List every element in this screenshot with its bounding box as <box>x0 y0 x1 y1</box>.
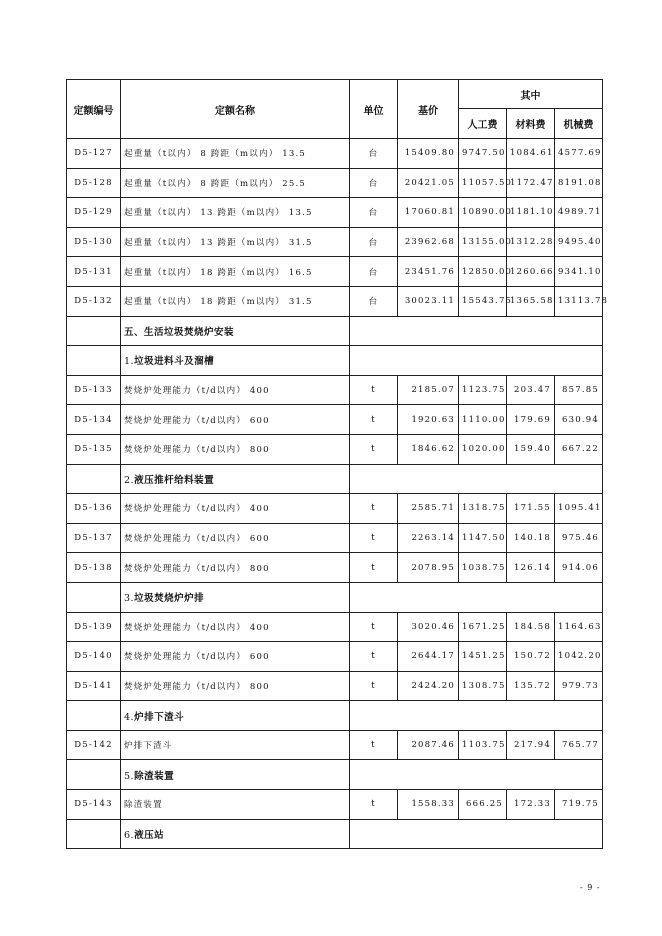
unit-cell: t <box>350 523 398 553</box>
section-code-cell <box>67 346 121 376</box>
code-cell: D5-127 <box>67 139 121 169</box>
labor-cell: 1451.25 <box>459 642 507 672</box>
labor-cell: 11057.50 <box>459 168 507 198</box>
material-cell: 172.33 <box>507 790 555 820</box>
section-code-cell <box>67 464 121 494</box>
labor-cell: 13155.00 <box>459 227 507 257</box>
header-labor: 人工费 <box>459 109 507 139</box>
header-base-price: 基价 <box>398 80 459 139</box>
unit-cell: 台 <box>350 257 398 287</box>
name-cell: 炉排下渣斗 <box>121 730 350 760</box>
name-cell: 起重量（t以内） 8 跨距（m以内） 13.5 <box>121 139 350 169</box>
table-row <box>67 168 603 198</box>
name-cell: 焚烧炉处理能力（t/d以内） 600 <box>121 523 350 553</box>
machine-cell: 1164.63 <box>555 612 603 642</box>
labor-cell: 1147.50 <box>459 523 507 553</box>
base-price-cell: 2263.14 <box>398 523 459 553</box>
table-row <box>67 227 603 257</box>
table-row <box>67 375 603 405</box>
section-code-cell <box>67 819 121 849</box>
unit-cell: t <box>350 375 398 405</box>
table-row <box>67 139 603 169</box>
code-cell: D5-138 <box>67 553 121 583</box>
table-row <box>67 790 603 820</box>
name-cell: 焚烧炉处理能力（t/d以内） 400 <box>121 494 350 524</box>
material-cell: 1084.61 <box>507 139 555 169</box>
base-price-cell: 2185.07 <box>398 375 459 405</box>
material-cell: 1312.28 <box>507 227 555 257</box>
unit-cell: t <box>350 642 398 672</box>
table-body <box>67 139 609 849</box>
section-code-cell <box>67 582 121 612</box>
section-title-cell <box>121 819 350 849</box>
table-row <box>67 198 603 228</box>
table-row <box>67 257 603 287</box>
page-number: - 9 - <box>580 883 601 892</box>
machine-cell: 4989.71 <box>555 198 603 228</box>
machine-cell: 8191.08 <box>555 168 603 198</box>
labor-cell: 10890.00 <box>459 198 507 228</box>
base-price-cell: 2424.20 <box>398 671 459 701</box>
base-price-cell: 2087.46 <box>398 730 459 760</box>
section-empty-cell <box>350 760 603 790</box>
material-cell: 171.55 <box>507 494 555 524</box>
section-row <box>67 760 603 790</box>
section-title: 液压推杆给料装置 <box>134 474 215 486</box>
material-cell: 159.40 <box>507 434 555 464</box>
section-title-cell <box>121 346 350 376</box>
table-row <box>67 671 603 701</box>
unit-cell: t <box>350 405 398 435</box>
section-title: 垃圾焚烧炉炉排 <box>134 593 205 605</box>
section-title-cell <box>121 464 350 494</box>
base-price-cell: 3020.46 <box>398 612 459 642</box>
section-code-cell <box>67 760 121 790</box>
name-cell: 焚烧炉处理能力（t/d以内） 600 <box>121 405 350 435</box>
labor-cell: 12850.00 <box>459 257 507 287</box>
quota-table <box>66 79 609 849</box>
material-cell: 150.72 <box>507 642 555 672</box>
machine-cell: 719.75 <box>555 790 603 820</box>
labor-cell: 1110.00 <box>459 405 507 435</box>
machine-cell: 975.46 <box>555 523 603 553</box>
base-price-cell: 20421.05 <box>398 168 459 198</box>
unit-cell: t <box>350 553 398 583</box>
section-row <box>67 346 603 376</box>
labor-cell: 1123.75 <box>459 375 507 405</box>
section-number: 4. <box>124 711 135 723</box>
header-name: 定额名称 <box>121 80 350 139</box>
table-row <box>67 523 603 553</box>
section-empty-cell <box>350 701 603 731</box>
table-row <box>67 612 603 642</box>
name-cell: 起重量（t以内） 13 跨距（m以内） 31.5 <box>121 227 350 257</box>
section-title-cell <box>121 582 350 612</box>
section-row <box>67 316 603 346</box>
machine-cell: 9341.10 <box>555 257 603 287</box>
name-cell: 起重量（t以内） 8 跨距（m以内） 25.5 <box>121 168 350 198</box>
name-cell: 起重量（t以内） 18 跨距（m以内） 16.5 <box>121 257 350 287</box>
code-cell: D5-134 <box>67 405 121 435</box>
labor-cell: 1318.75 <box>459 494 507 524</box>
labor-cell: 1020.00 <box>459 434 507 464</box>
base-price-cell: 30023.11 <box>398 286 459 316</box>
table-row <box>67 642 603 672</box>
section-number: 2. <box>124 474 135 486</box>
name-cell: 起重量（t以内） 13 跨距（m以内） 13.5 <box>121 198 350 228</box>
section-code-cell <box>67 316 121 346</box>
name-cell: 焚烧炉处理能力（t/d以内） 800 <box>121 553 350 583</box>
section-row <box>67 701 603 731</box>
material-cell: 184.58 <box>507 612 555 642</box>
labor-cell: 15543.75 <box>459 286 507 316</box>
code-cell: D5-141 <box>67 671 121 701</box>
unit-cell: t <box>350 671 398 701</box>
section-number: 3. <box>124 593 135 605</box>
unit-cell: 台 <box>350 198 398 228</box>
base-price-cell: 2585.71 <box>398 494 459 524</box>
section-title: 除渣装置 <box>134 770 175 782</box>
code-cell: D5-142 <box>67 730 121 760</box>
section-empty-cell <box>350 819 603 849</box>
section-row <box>67 819 603 849</box>
base-price-cell: 2644.17 <box>398 642 459 672</box>
unit-cell: t <box>350 612 398 642</box>
section-code-cell <box>67 701 121 731</box>
material-cell: 1365.58 <box>507 286 555 316</box>
machine-cell: 765.77 <box>555 730 603 760</box>
code-cell: D5-137 <box>67 523 121 553</box>
code-cell: D5-129 <box>67 198 121 228</box>
code-cell: D5-140 <box>67 642 121 672</box>
base-price-cell: 15409.80 <box>398 139 459 169</box>
machine-cell: 1042.20 <box>555 642 603 672</box>
code-cell: D5-130 <box>67 227 121 257</box>
section-row <box>67 464 603 494</box>
material-cell: 1172.47 <box>507 168 555 198</box>
machine-cell: 13113.78 <box>555 286 603 316</box>
section-number: 6. <box>124 829 135 841</box>
base-price-cell: 17060.81 <box>398 198 459 228</box>
labor-cell: 666.25 <box>459 790 507 820</box>
code-cell: D5-136 <box>67 494 121 524</box>
machine-cell: 857.85 <box>555 375 603 405</box>
unit-cell: t <box>350 434 398 464</box>
name-cell: 焚烧炉处理能力（t/d以内） 800 <box>121 671 350 701</box>
section-row <box>67 582 603 612</box>
unit-cell: t <box>350 790 398 820</box>
base-price-cell: 1846.62 <box>398 434 459 464</box>
material-cell: 135.72 <box>507 671 555 701</box>
name-cell: 焚烧炉处理能力（t/d以内） 800 <box>121 434 350 464</box>
section-empty-cell <box>350 316 603 346</box>
machine-cell: 630.94 <box>555 405 603 435</box>
header-code: 定额编号 <box>67 80 121 139</box>
labor-cell: 1308.75 <box>459 671 507 701</box>
unit-cell: 台 <box>350 139 398 169</box>
machine-cell: 9495.40 <box>555 227 603 257</box>
header-material: 材料费 <box>507 109 555 139</box>
code-cell: D5-143 <box>67 790 121 820</box>
name-cell: 焚烧炉处理能力（t/d以内） 400 <box>121 375 350 405</box>
table-row <box>67 494 603 524</box>
material-cell: 1260.66 <box>507 257 555 287</box>
machine-cell: 667.22 <box>555 434 603 464</box>
section-title-cell <box>121 316 350 346</box>
material-cell: 1181.10 <box>507 198 555 228</box>
table-row <box>67 434 603 464</box>
material-cell: 179.69 <box>507 405 555 435</box>
table-row <box>67 553 603 583</box>
machine-cell: 979.73 <box>555 671 603 701</box>
base-price-cell: 2078.95 <box>398 553 459 583</box>
code-cell: D5-135 <box>67 434 121 464</box>
material-cell: 217.94 <box>507 730 555 760</box>
unit-cell: t <box>350 494 398 524</box>
unit-cell: 台 <box>350 286 398 316</box>
unit-cell: t <box>350 730 398 760</box>
table-row <box>67 730 603 760</box>
section-title: 炉排下渣斗 <box>134 711 185 723</box>
name-cell: 焚烧炉处理能力（t/d以内） 400 <box>121 612 350 642</box>
code-cell: D5-128 <box>67 168 121 198</box>
labor-cell: 9747.50 <box>459 139 507 169</box>
section-empty-cell <box>350 582 603 612</box>
machine-cell: 1095.41 <box>555 494 603 524</box>
code-cell: D5-131 <box>67 257 121 287</box>
name-cell: 除渣装置 <box>121 790 350 820</box>
name-cell: 焚烧炉处理能力（t/d以内） 600 <box>121 642 350 672</box>
section-title: 垃圾进料斗及溜槽 <box>134 356 215 368</box>
material-cell: 140.18 <box>507 523 555 553</box>
section-number: 1. <box>124 356 135 368</box>
section-title-cell <box>121 760 350 790</box>
table-row <box>67 286 603 316</box>
section-empty-cell <box>350 464 603 494</box>
header-of-which: 其中 <box>459 80 603 109</box>
section-empty-cell <box>350 346 603 376</box>
labor-cell: 1038.75 <box>459 553 507 583</box>
labor-cell: 1103.75 <box>459 730 507 760</box>
section-title-cell <box>121 701 350 731</box>
header-unit: 单位 <box>350 80 398 139</box>
base-price-cell: 23962.68 <box>398 227 459 257</box>
machine-cell: 4577.69 <box>555 139 603 169</box>
base-price-cell: 23451.76 <box>398 257 459 287</box>
labor-cell: 1671.25 <box>459 612 507 642</box>
code-cell: D5-133 <box>67 375 121 405</box>
header-machine: 机械费 <box>555 109 603 139</box>
unit-cell: 台 <box>350 227 398 257</box>
section-title: 液压站 <box>134 829 165 841</box>
material-cell: 203.47 <box>507 375 555 405</box>
base-price-cell: 1920.63 <box>398 405 459 435</box>
unit-cell: 台 <box>350 168 398 198</box>
section-title: 五、生活垃圾焚烧炉安装 <box>124 326 235 338</box>
code-cell: D5-139 <box>67 612 121 642</box>
material-cell: 126.14 <box>507 553 555 583</box>
table-row <box>67 405 603 435</box>
name-cell: 起重量（t以内） 18 跨距（m以内） 31.5 <box>121 286 350 316</box>
machine-cell: 914.06 <box>555 553 603 583</box>
section-number: 5. <box>124 770 135 782</box>
base-price-cell: 1558.33 <box>398 790 459 820</box>
code-cell: D5-132 <box>67 286 121 316</box>
